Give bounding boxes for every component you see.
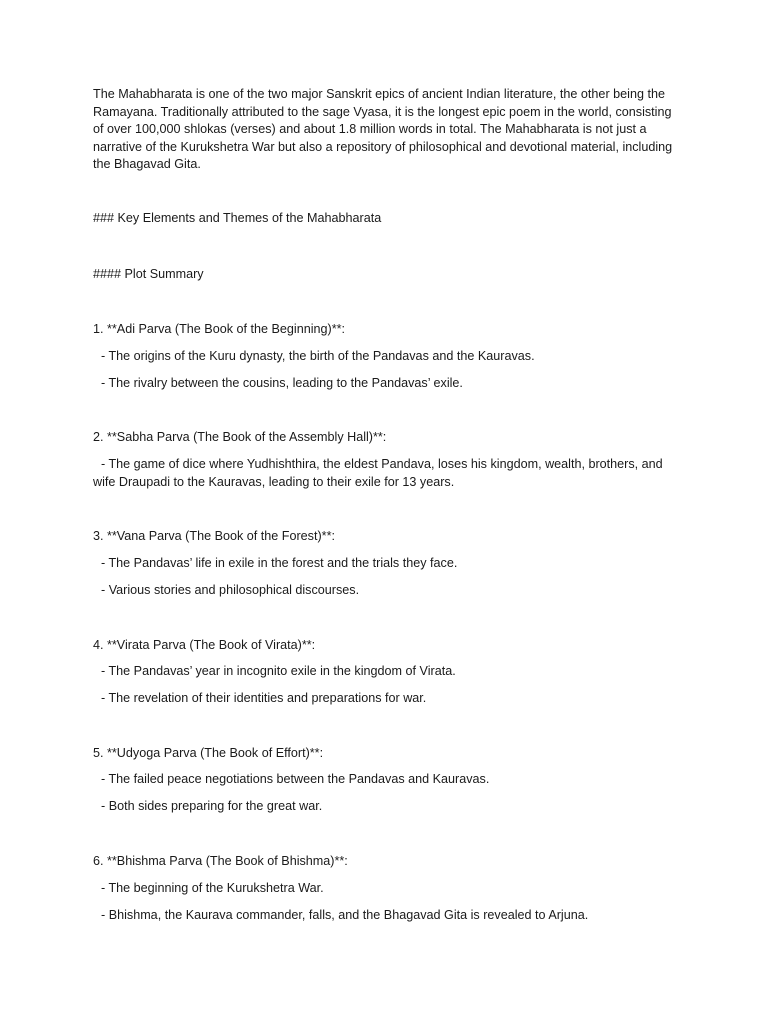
list-item (93, 663, 673, 681)
section-adi-parva (93, 321, 673, 392)
list-item-text: - The failed peace negotiations between the Pandavas and Kauravas. (101, 772, 490, 787)
heading-plot-summary: #### Plot Summary (93, 266, 204, 281)
list-item (93, 798, 673, 816)
section-title: 6. **Bhishma Parva (The Book of Bhishma)**: (93, 854, 348, 869)
section-vana-parva (93, 528, 673, 599)
list-item-text: - The revelation of their identities and preparations for war. (101, 691, 427, 706)
document-page (93, 86, 673, 961)
list-item (93, 771, 673, 789)
intro-paragraph: The Mahabharata is one of the two major Sanskrit epics of ancient Indian literature, the other being the Ramayana. Traditionally attributed to the sage Vyasa, it is the longest epic poem in the world, consisting of over 100,000 shlokas (verses) and about 1.8 million words in total. The Mahabharata is not just a narrative of the Kurukshetra War but also a repository of philosophical and devotional material, including the Bhagavad Gita. (93, 87, 673, 172)
section-title: 1. **Adi Parva (The Book of the Beginning)**: (93, 322, 346, 337)
list-item-text: - The origins of the Kuru dynasty, the birth of the Pandavas and the Kauravas. (101, 348, 535, 363)
list-item-text: - The game of dice where Yudhishthira, the eldest Pandava, loses his kingdom, wealth, brothers, and wife Draupadi to the Kauravas, leading to their exile for 13 years. (93, 457, 663, 489)
list-item-text: - The beginning of the Kurukshetra War. (101, 880, 324, 895)
list-item-text: - Various stories and philosophical discourses. (101, 582, 360, 597)
section-title: 3. **Vana Parva (The Book of the Forest)**: (93, 529, 335, 544)
section-virata-parva (93, 637, 673, 708)
section-title: 4. **Virata Parva (The Book of Virata)**: (93, 637, 316, 652)
list-item (93, 690, 673, 708)
list-item (93, 582, 673, 600)
list-item (93, 375, 673, 393)
section-udyoga-parva (93, 745, 673, 816)
section-title: 5. **Udyoga Parva (The Book of Effort)**: (93, 745, 324, 760)
heading-key-elements: ### Key Elements and Themes of the Mahabharata (93, 210, 382, 225)
list-item-text: - Both sides preparing for the great war. (101, 799, 323, 814)
section-bhishma-parva (93, 853, 673, 924)
list-item (93, 880, 673, 898)
list-item-text: - The Pandavas’ year in incognito exile in the kingdom of Virata. (101, 664, 456, 679)
list-item (93, 456, 673, 491)
section-sabha-parva (93, 429, 673, 491)
list-item-text: - The rivalry between the cousins, leading to the Pandavas’ exile. (101, 375, 463, 390)
list-item (93, 555, 673, 573)
list-item-text: - The Pandavas’ life in exile in the forest and the trials they face. (101, 555, 458, 570)
section-title: 2. **Sabha Parva (The Book of the Assembly Hall)**: (93, 430, 387, 445)
list-item-text: - Bhishma, the Kaurava commander, falls, and the Bhagavad Gita is revealed to Arjuna. (101, 907, 589, 922)
list-item (93, 348, 673, 366)
list-item (93, 907, 673, 925)
